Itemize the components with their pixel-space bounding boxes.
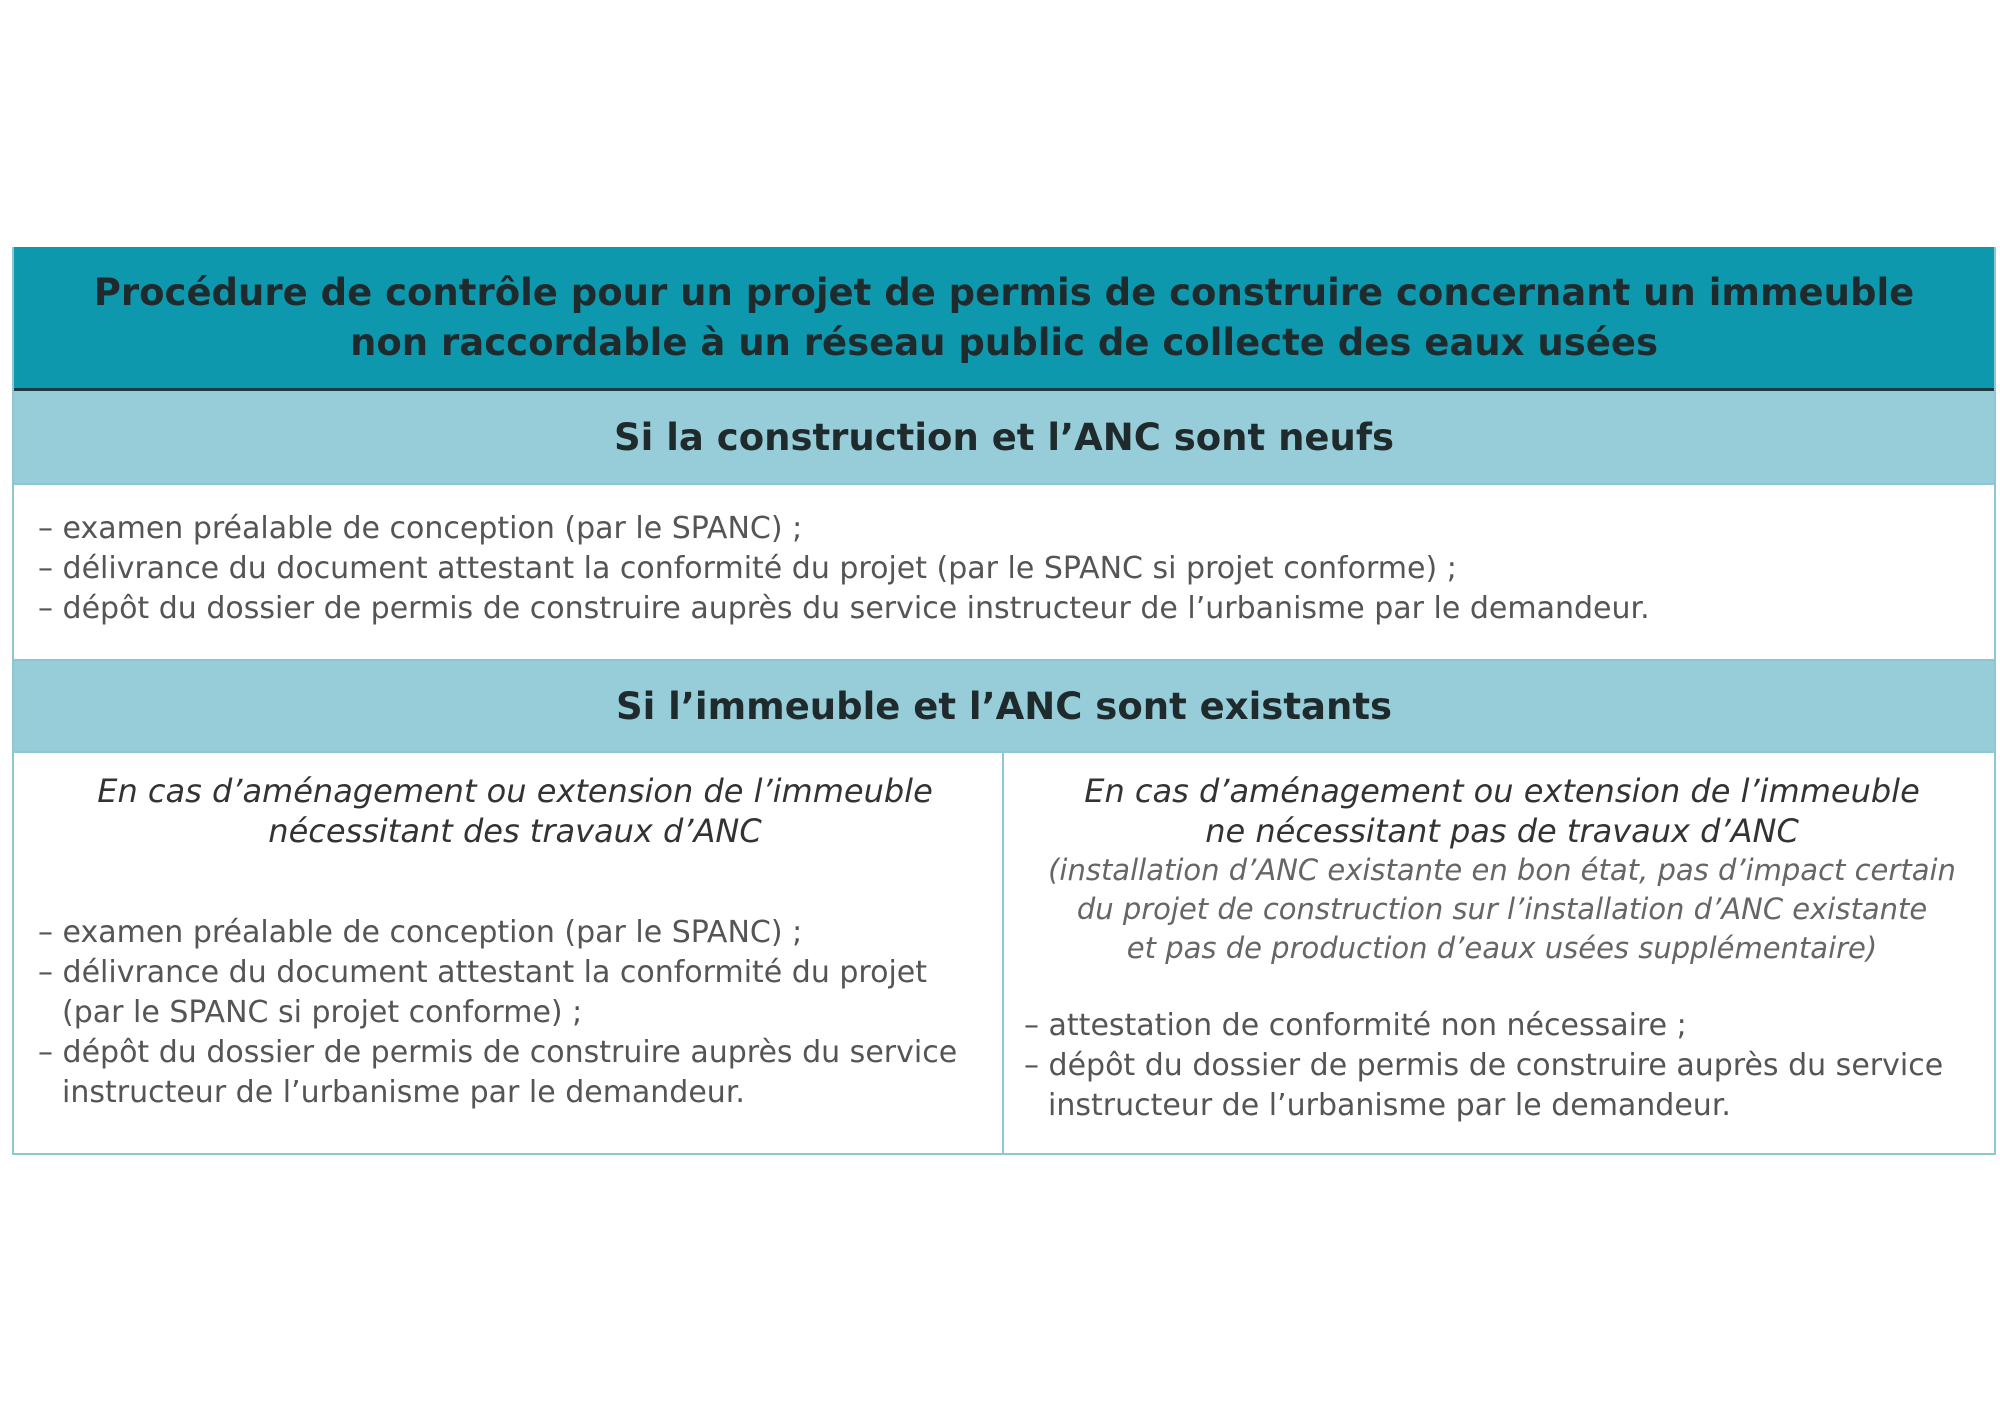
section-existing-header <box>14 659 1994 753</box>
column-heading-line-1: En cas d’aménagement ou extension de l’immeuble <box>1084 772 1920 810</box>
table-title-line-2: non raccordable à un réseau public de collecte des eaux usées <box>350 320 1658 364</box>
column-note-line-1: (installation d’ANC existante en bon état, pas d’impact certain <box>1048 853 1956 887</box>
table-title-band <box>14 247 1994 391</box>
list-item: – examen préalable de conception (par le SPANC) ; <box>38 915 803 950</box>
list-item: – délivrance du document attestant la conformité du projet (par le SPANC si projet conforme) ; <box>38 551 1457 586</box>
list-item: – délivrance du document attestant la conformité du projet (par le SPANC si projet conforme) ; <box>38 955 927 1030</box>
section-existing-title: Si l’immeuble et l’ANC sont existants <box>615 684 1393 728</box>
column-heading-line-2: ne nécessitant pas de travaux d’ANC <box>1205 812 1799 850</box>
section-new-header <box>14 391 1994 485</box>
list-item: – dépôt du dossier de permis de construire auprès du service instructeur de l’urbanisme par le demandeur. <box>1024 1048 1944 1123</box>
section-existing-body <box>14 753 1994 1153</box>
column-heading-line-2: nécessitant des travaux d’ANC <box>268 812 762 850</box>
list-item: – dépôt du dossier de permis de construire auprès du service instructeur de l’urbanisme par le demandeur. <box>38 1035 958 1110</box>
section-new-title: Si la construction et l’ANC sont neufs <box>614 415 1394 459</box>
list-item: – examen préalable de conception (par le SPANC) ; <box>38 511 803 546</box>
section-new-body <box>14 485 1994 659</box>
list-item: – attestation de conformité non nécessaire ; <box>1024 1008 1687 1043</box>
column-note-line-2: du projet de construction sur l’installation d’ANC existante <box>1076 892 1928 926</box>
list-item: – dépôt du dossier de permis de construire auprès du service instructeur de l’urbanisme par le demandeur. <box>38 591 1650 626</box>
column-without-anc-works <box>1004 753 1994 1153</box>
column-note-line-3: et pas de production d’eaux usées supplémentaire) <box>1126 931 1878 965</box>
table-title-line-1: Procédure de contrôle pour un projet de permis de construire concernant un immeuble <box>93 270 1915 314</box>
column-heading-line-1: En cas d’aménagement ou extension de l’immeuble <box>97 772 933 810</box>
procedure-table <box>12 247 1996 1155</box>
column-with-anc-works <box>14 753 1004 1153</box>
